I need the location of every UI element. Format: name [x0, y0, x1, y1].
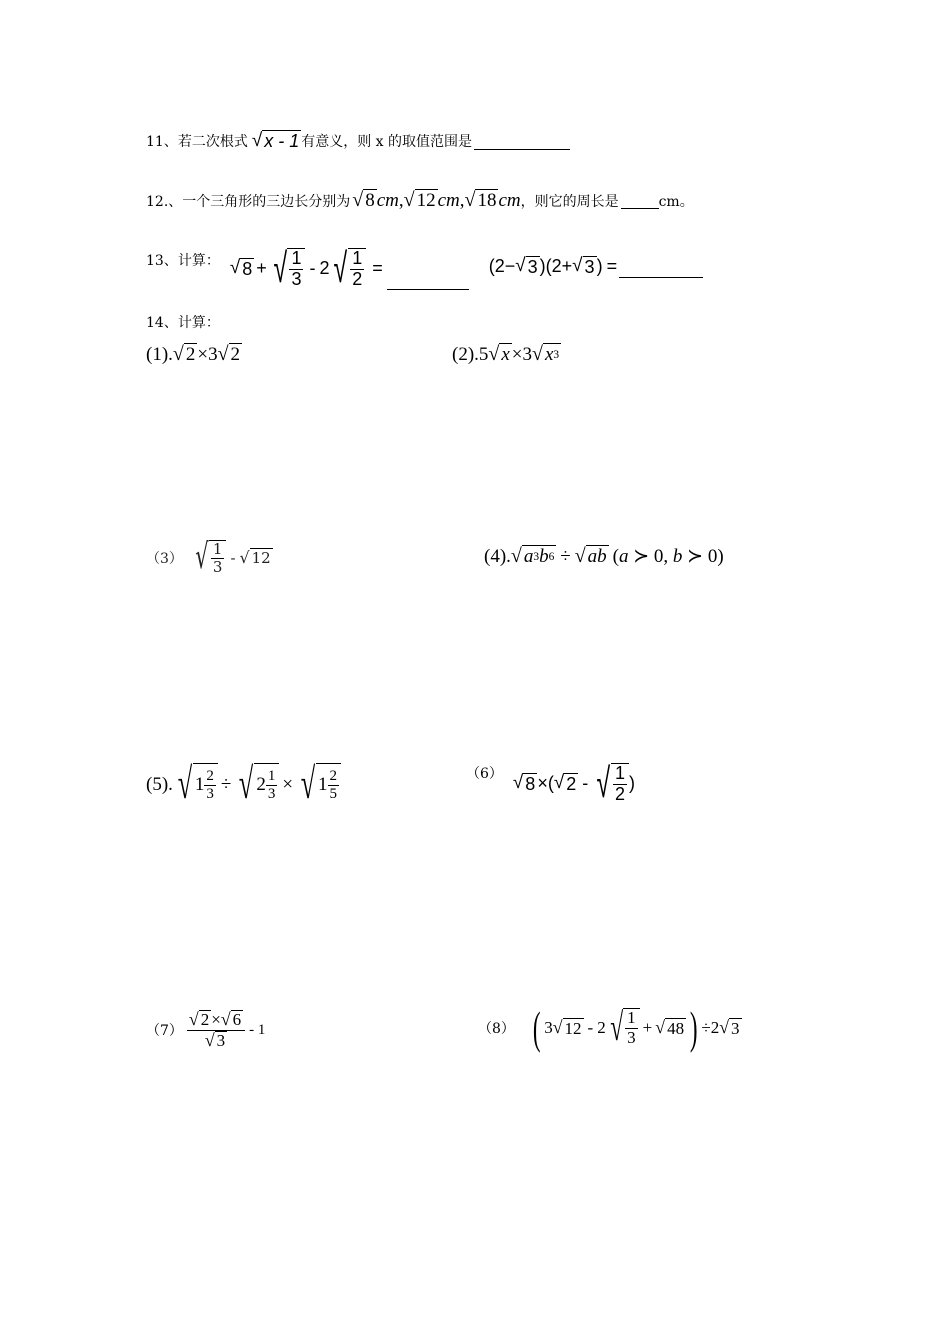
left-paren: ( — [532, 1002, 541, 1053]
q13-expression-1: √ 8 + √ $\frac{1}{3}$ - 2 √ $\frac{1}{2}$ = — [230, 248, 469, 290]
q11-tail: 有意义，则 x 的取值范围是 — [301, 134, 473, 150]
q11-radical: √ x - 1 — [251, 129, 300, 151]
problem-3: （3） √ $\frac{1}{3}$ - √ 12 — [146, 537, 271, 578]
q12-answer-blank[interactable] — [621, 192, 659, 209]
q11-answer-blank[interactable] — [474, 133, 570, 150]
q13-expression-2: (2− √ 3 )(2+ √ 3 ) = — [489, 256, 703, 278]
q11-label: 11、若二次根式 — [146, 134, 248, 150]
problem-5: (5). √ 1 $\frac{2}{3}$ ÷ √ 2 $\frac{1}{3}$ × √ 1 $\frac{2}{5}$ — [146, 763, 341, 807]
question-11 — [146, 130, 570, 152]
question-14-label: 14、计算： — [146, 315, 220, 331]
q12-unit: cm。 — [658, 193, 694, 210]
right-paren: ) — [689, 1002, 698, 1053]
problem-7: （7） √ 2 × √ 6 √ 3 - 1 — [146, 1008, 266, 1050]
q13-answer-blank-1[interactable] — [387, 268, 469, 290]
problem-6: （6） √ 8 ×( √ 2 - √ $\frac{1}{2}$ ) — [466, 760, 635, 807]
q12-label: 12.、一个三角形的三边长分别为 — [146, 193, 351, 210]
question-12 — [146, 189, 694, 212]
q12-tail: ，则它的周长是 — [520, 193, 619, 210]
q12-sides: √ 8 cm , √ 12 cm , √ 18 cm — [352, 188, 521, 211]
problem-4: (4). √ a 3 b 6 ÷ √ ab ( a ≻ 0, b ≻ 0) — [484, 544, 724, 567]
problem-2: (2). 5 √ x × 3 √ x 3 — [452, 342, 560, 365]
problem-1: (1). √ 2 × 3 √ 2 — [146, 342, 241, 365]
q13-answer-blank-2[interactable] — [619, 256, 703, 278]
q13-label: 13、计算： — [146, 253, 220, 269]
problem-8: （8） ( 3 √ 12 - 2 √ $\frac{1}{3}$ + √ 48 ) ÷2 √ 3 — [478, 1002, 740, 1053]
question-13 — [146, 245, 703, 292]
